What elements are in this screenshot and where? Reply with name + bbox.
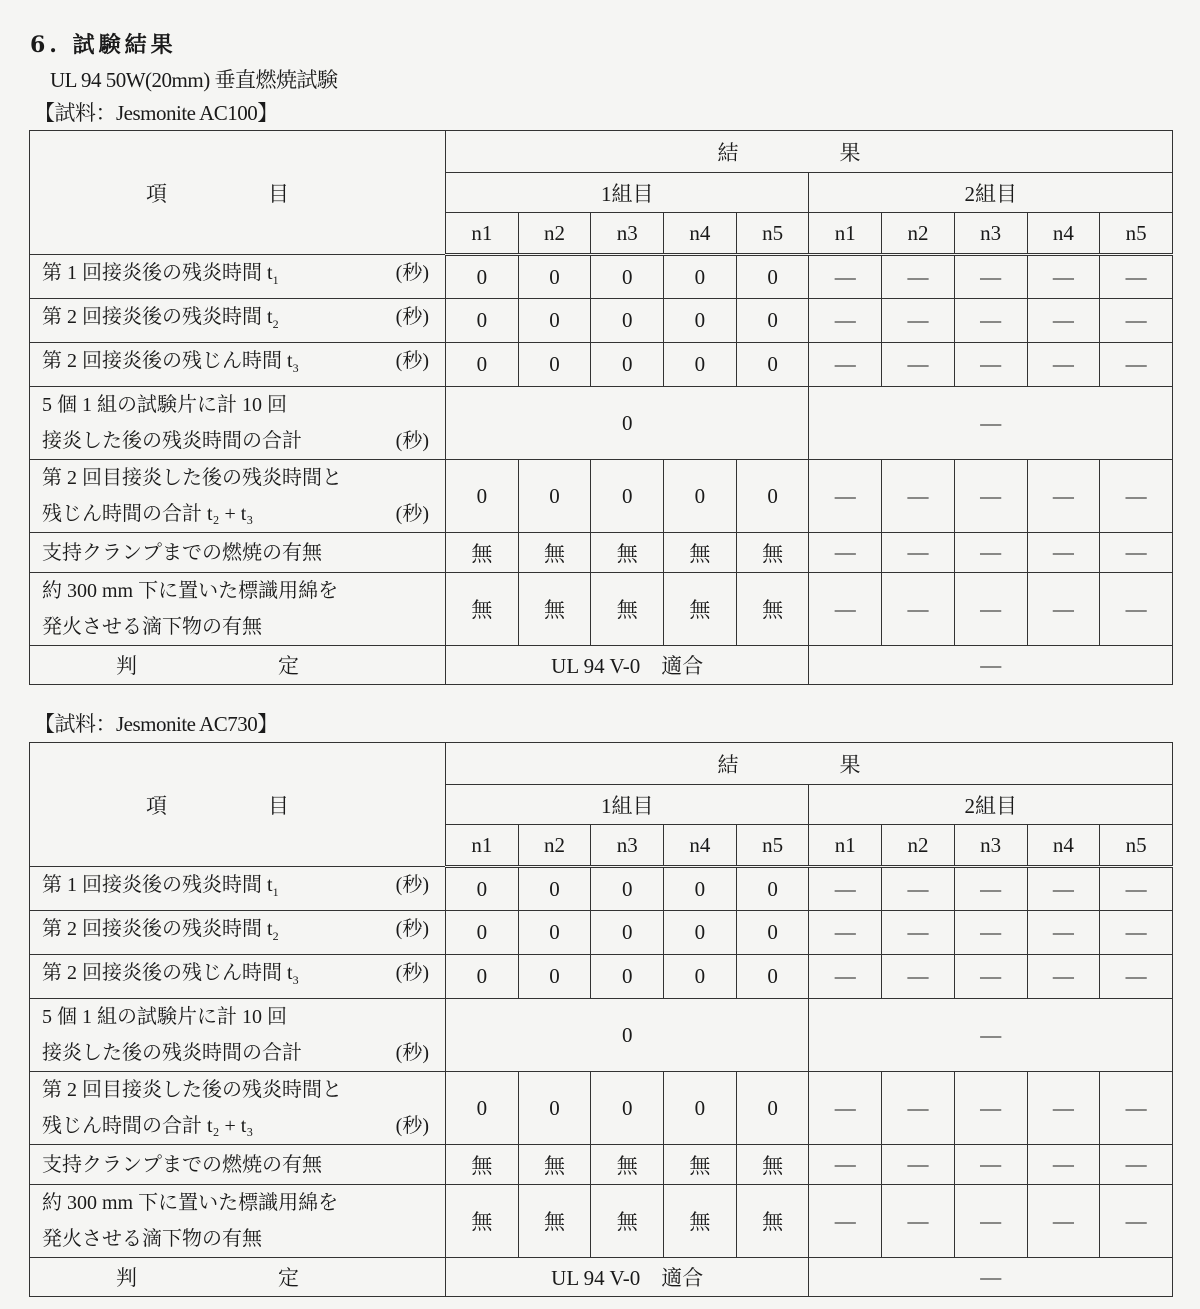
value-cell: — (954, 1145, 1027, 1185)
value-cell: — (809, 533, 882, 573)
value-cell: 0 (446, 1072, 519, 1145)
merged-value-group1: UL 94 V-0 適合 (446, 1258, 809, 1297)
value-cell: 0 (446, 955, 519, 999)
row-label (30, 343, 446, 387)
row-label-text: 判 定 (116, 654, 359, 678)
value-cell: 0 (446, 867, 519, 911)
value-cell: — (954, 911, 1027, 955)
value-cell: 無 (446, 1185, 519, 1258)
column-header: n5 (736, 825, 809, 867)
value-cell: — (1100, 343, 1173, 387)
value-cell: 無 (591, 1145, 664, 1185)
value-cell: 0 (591, 1072, 664, 1145)
value-cell: — (954, 255, 1027, 299)
row-unit: (秒) (395, 962, 429, 984)
value-cell: 0 (518, 955, 591, 999)
value-cell: 0 (736, 955, 809, 999)
column-header: n4 (664, 825, 737, 867)
table-row (30, 911, 1173, 955)
value-cell: — (1027, 533, 1100, 573)
value-cell: 0 (518, 255, 591, 299)
value-cell: — (1100, 255, 1173, 299)
header-results (446, 743, 1173, 785)
value-cell: — (954, 573, 1027, 646)
value-cell: 0 (446, 299, 519, 343)
value-cell: — (1100, 1145, 1173, 1185)
value-cell: 無 (736, 1185, 809, 1258)
column-header: n5 (1100, 213, 1173, 255)
row-label (30, 955, 446, 999)
value-cell: 0 (446, 255, 519, 299)
row-unit: (秒) (395, 1115, 429, 1137)
value-cell: 無 (518, 573, 591, 646)
header-item (30, 131, 446, 255)
value-cell: — (954, 867, 1027, 911)
value-cell: — (1027, 1145, 1100, 1185)
value-cell: — (1100, 1185, 1173, 1258)
value-cell: — (1027, 1185, 1100, 1258)
table-row (30, 299, 1173, 343)
value-cell: 無 (591, 533, 664, 573)
value-cell: — (882, 573, 955, 646)
value-cell: — (809, 460, 882, 533)
row-label-line1: 第 2 回目接炎した後の残炎時間と (42, 467, 342, 489)
row-label (30, 387, 446, 460)
row-label (30, 999, 446, 1072)
value-cell: — (954, 1072, 1027, 1145)
row-label-line1: 5 個 1 組の試験片に計 10 回 (42, 1006, 287, 1028)
merged-value-group2: — (809, 646, 1173, 685)
value-cell: 無 (518, 1145, 591, 1185)
merged-value-group2: — (809, 1258, 1173, 1297)
value-cell: — (1027, 573, 1100, 646)
value-cell: — (1027, 1072, 1100, 1145)
row-label-line1: 約 300 mm 下に置いた標識用綿を (42, 1192, 339, 1214)
merged-value-group1: 0 (446, 999, 809, 1072)
value-cell: 0 (736, 911, 809, 955)
value-cell: 0 (664, 867, 737, 911)
value-cell: — (954, 533, 1027, 573)
value-cell: 無 (736, 1145, 809, 1185)
value-cell: — (882, 299, 955, 343)
results-table-ac730 (29, 742, 1173, 1297)
value-cell: — (1027, 955, 1100, 999)
value-cell: — (1027, 255, 1100, 299)
value-cell: — (809, 255, 882, 299)
value-cell: 0 (518, 1072, 591, 1145)
row-label (30, 1258, 446, 1297)
value-cell: 0 (664, 299, 737, 343)
value-cell: 0 (591, 299, 664, 343)
value-cell: 0 (664, 911, 737, 955)
column-header: n2 (882, 213, 955, 255)
row-label (30, 1185, 446, 1258)
value-cell: 0 (664, 255, 737, 299)
sample-label-1: 【試料：Jesmonite AC100】 (34, 101, 278, 125)
row-label (30, 1072, 446, 1145)
value-cell: 0 (736, 343, 809, 387)
row-label (30, 646, 446, 685)
value-cell: 無 (518, 533, 591, 573)
value-cell: — (882, 1145, 955, 1185)
row-label-line2: 接炎した後の残炎時間の合計 (42, 1042, 302, 1064)
value-cell: — (809, 343, 882, 387)
row-label-text: 支持クランプまでの燃焼の有無 (42, 541, 322, 564)
header-results-label: 結 果 (717, 752, 901, 777)
value-cell: — (809, 867, 882, 911)
row-label-line2: 残じん時間の合計 t₂ + t₃ (42, 1115, 254, 1137)
row-label-text: 第 2 回接炎後の残炎時間 t (42, 918, 273, 940)
table-row (30, 255, 1173, 299)
value-cell: — (809, 911, 882, 955)
value-cell: — (1027, 460, 1100, 533)
table-row (30, 646, 1173, 685)
value-cell: 無 (446, 533, 519, 573)
table-row (30, 1072, 1173, 1145)
value-cell: — (882, 955, 955, 999)
value-cell: — (809, 1185, 882, 1258)
value-cell: — (882, 255, 955, 299)
value-cell: — (1100, 1072, 1173, 1145)
column-header: n2 (518, 213, 591, 255)
column-header: n4 (1027, 213, 1100, 255)
column-header: n3 (954, 825, 1027, 867)
value-cell: 無 (736, 533, 809, 573)
row-label-line2: 残じん時間の合計 t₂ + t₃ (42, 503, 254, 525)
value-cell: — (882, 460, 955, 533)
table-row (30, 867, 1173, 911)
value-cell: 0 (518, 460, 591, 533)
value-cell: 0 (446, 343, 519, 387)
value-cell: 0 (736, 255, 809, 299)
row-label-text: 第 2 回接炎後の残じん時間 t (42, 962, 293, 984)
value-cell: 0 (664, 1072, 737, 1145)
subscript: 1 (272, 885, 279, 899)
row-label (30, 1145, 446, 1185)
value-cell: — (882, 1185, 955, 1258)
table-row (30, 460, 1173, 533)
value-cell: — (882, 867, 955, 911)
value-cell: — (882, 1072, 955, 1145)
value-cell: 0 (518, 343, 591, 387)
value-cell: — (1027, 911, 1100, 955)
row-label-text: 第 2 回接炎後の残じん時間 t (42, 350, 293, 372)
row-unit: (秒) (395, 874, 429, 896)
header-item (30, 743, 446, 867)
merged-value-group2: — (809, 387, 1173, 460)
value-cell: — (1100, 867, 1173, 911)
header-group1: 1組目 (446, 785, 809, 825)
row-label-line2: 接炎した後の残炎時間の合計 (42, 430, 302, 452)
column-header: n3 (591, 825, 664, 867)
column-header: n1 (809, 825, 882, 867)
test-subtitle: UL 94 50W(20mm) 垂直燃焼試験 (50, 68, 338, 92)
row-label-line1: 約 300 mm 下に置いた標識用綿を (42, 580, 339, 602)
table-row (30, 1258, 1173, 1297)
row-label (30, 255, 446, 299)
value-cell: 無 (446, 1145, 519, 1185)
row-label-line1: 5 個 1 組の試験片に計 10 回 (42, 394, 287, 416)
section-heading: 6. 試験結果 (30, 32, 177, 58)
header-item-label: 項 目 (146, 793, 329, 818)
value-cell: 0 (591, 867, 664, 911)
column-header: n1 (446, 825, 519, 867)
value-cell: — (809, 955, 882, 999)
header-group1: 1組目 (446, 173, 809, 213)
value-cell: — (1100, 573, 1173, 646)
subscript: 1 (272, 273, 279, 287)
value-cell: 0 (591, 460, 664, 533)
column-header: n4 (1027, 825, 1100, 867)
row-label-text: 第 2 回接炎後の残炎時間 t (42, 306, 273, 328)
value-cell: — (1027, 867, 1100, 911)
value-cell: 0 (518, 911, 591, 955)
row-label-line2: 発火させる滴下物の有無 (42, 616, 262, 638)
column-header: n3 (954, 213, 1027, 255)
results-table-ac100 (29, 130, 1173, 685)
value-cell: 0 (736, 299, 809, 343)
value-cell: — (882, 533, 955, 573)
row-label-text: 支持クランプまでの燃焼の有無 (42, 1153, 322, 1176)
row-unit: (秒) (395, 350, 429, 372)
value-cell: 無 (446, 573, 519, 646)
row-unit: (秒) (395, 430, 429, 452)
value-cell: — (882, 911, 955, 955)
row-label (30, 911, 446, 955)
row-label (30, 573, 446, 646)
value-cell: 0 (518, 299, 591, 343)
table-row (30, 533, 1173, 573)
value-cell: 0 (664, 955, 737, 999)
row-unit: (秒) (395, 262, 429, 284)
value-cell: — (809, 299, 882, 343)
row-label (30, 533, 446, 573)
column-header: n1 (446, 213, 519, 255)
column-header: n2 (518, 825, 591, 867)
value-cell: — (1100, 955, 1173, 999)
value-cell: — (954, 1185, 1027, 1258)
subscript: 2 (272, 929, 279, 943)
value-cell: — (1027, 343, 1100, 387)
value-cell: 無 (591, 1185, 664, 1258)
value-cell: — (1100, 533, 1173, 573)
row-label-text: 第 1 回接炎後の残炎時間 t (42, 874, 273, 896)
table-row (30, 343, 1173, 387)
merged-value-group1: UL 94 V-0 適合 (446, 646, 809, 685)
value-cell: 0 (446, 911, 519, 955)
header-group2: 2組目 (809, 785, 1173, 825)
row-label-line2: 発火させる滴下物の有無 (42, 1228, 262, 1250)
value-cell: 無 (664, 1185, 737, 1258)
row-label (30, 867, 446, 911)
column-header: n2 (882, 825, 955, 867)
column-header: n5 (1100, 825, 1173, 867)
value-cell: 0 (736, 1072, 809, 1145)
value-cell: 0 (591, 955, 664, 999)
value-cell: 0 (736, 867, 809, 911)
value-cell: — (1100, 299, 1173, 343)
value-cell: — (954, 955, 1027, 999)
value-cell: — (809, 573, 882, 646)
value-cell: 0 (664, 343, 737, 387)
value-cell: — (1027, 299, 1100, 343)
table-row (30, 387, 1173, 460)
value-cell: 0 (736, 460, 809, 533)
subscript: 3 (292, 973, 299, 987)
subscript: 3 (292, 361, 299, 375)
value-cell: — (954, 343, 1027, 387)
table-row (30, 1185, 1173, 1258)
value-cell: — (1100, 460, 1173, 533)
value-cell: 無 (664, 1145, 737, 1185)
value-cell: 無 (591, 573, 664, 646)
row-unit: (秒) (395, 503, 429, 525)
value-cell: 0 (591, 911, 664, 955)
value-cell: — (954, 460, 1027, 533)
sample-label-2: 【試料：Jesmonite AC730】 (34, 712, 278, 736)
row-label-text: 判 定 (116, 1266, 359, 1290)
value-cell: 0 (591, 343, 664, 387)
header-results (446, 131, 1173, 173)
column-header: n4 (664, 213, 737, 255)
value-cell: 0 (664, 460, 737, 533)
value-cell: 0 (591, 255, 664, 299)
value-cell: 0 (518, 867, 591, 911)
column-header: n5 (736, 213, 809, 255)
header-results-label: 結 果 (717, 140, 901, 165)
row-unit: (秒) (395, 306, 429, 328)
table-row (30, 955, 1173, 999)
value-cell: — (882, 343, 955, 387)
table-row (30, 1145, 1173, 1185)
value-cell: 無 (664, 573, 737, 646)
row-unit: (秒) (395, 1042, 429, 1064)
merged-value-group1: 0 (446, 387, 809, 460)
column-header: n3 (591, 213, 664, 255)
subscript: 2 (272, 317, 279, 331)
merged-value-group2: — (809, 999, 1173, 1072)
column-header: n1 (809, 213, 882, 255)
header-group2: 2組目 (809, 173, 1173, 213)
value-cell: — (1100, 911, 1173, 955)
value-cell: — (954, 299, 1027, 343)
row-unit: (秒) (395, 918, 429, 940)
row-label-text: 第 1 回接炎後の残炎時間 t (42, 262, 273, 284)
row-label (30, 460, 446, 533)
value-cell: — (809, 1145, 882, 1185)
table-row (30, 999, 1173, 1072)
value-cell: 無 (736, 573, 809, 646)
table-row (30, 573, 1173, 646)
row-label (30, 299, 446, 343)
value-cell: — (809, 1072, 882, 1145)
header-item-label: 項 目 (146, 181, 329, 206)
row-label-line1: 第 2 回目接炎した後の残炎時間と (42, 1079, 342, 1101)
value-cell: 0 (446, 460, 519, 533)
value-cell: 無 (518, 1185, 591, 1258)
value-cell: 無 (664, 533, 737, 573)
